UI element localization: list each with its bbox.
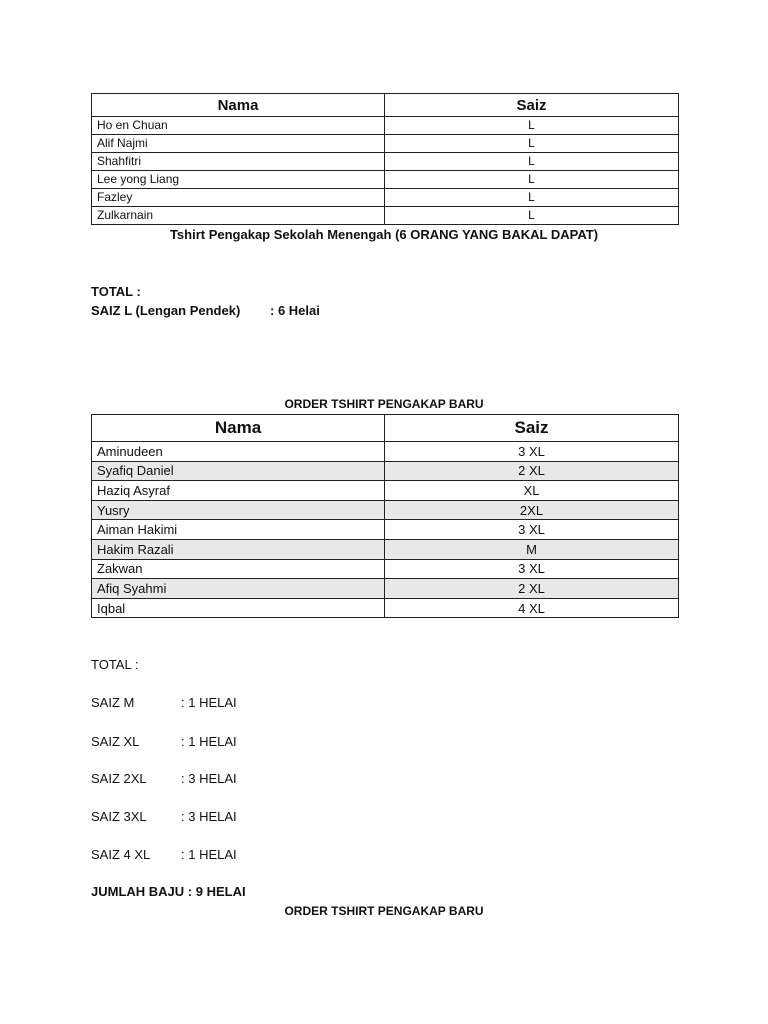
row-size: 3 XL — [385, 559, 679, 579]
row-size: M — [385, 539, 679, 559]
footer-title: ORDER TSHIRT PENGAKAP BARU — [284, 904, 484, 918]
table-row — [92, 171, 679, 189]
grand-total: JUMLAH BAJU : 9 HELAI — [91, 884, 246, 899]
row-size: 4 XL — [385, 598, 679, 618]
shirt-table-2 — [91, 414, 679, 618]
total-size-label: SAIZ 3XL — [91, 809, 147, 824]
row-name: Fazley — [92, 189, 385, 207]
row-name: Haziq Asyraf — [92, 481, 385, 501]
total-1-size-value: : 6 Helai — [270, 303, 320, 318]
row-size: 3 XL — [385, 520, 679, 540]
column-header-size: Saiz — [385, 94, 679, 117]
column-header-name: Nama — [92, 94, 385, 117]
table-row — [92, 579, 679, 599]
table-row — [92, 442, 679, 462]
table-row — [92, 500, 679, 520]
total-size-label: SAIZ 4 XL — [91, 847, 151, 862]
table-header-row — [92, 94, 679, 117]
row-size: 2 XL — [385, 579, 679, 599]
row-size: 2XL — [385, 500, 679, 520]
row-size: L — [385, 117, 679, 135]
row-name: Aminudeen — [92, 442, 385, 462]
table-row — [92, 461, 679, 481]
total-2-label: TOTAL : — [91, 657, 139, 672]
total-size-count: : 1 HELAI — [181, 734, 237, 749]
total-1-label: TOTAL : — [91, 284, 141, 299]
row-name: Shahfitri — [92, 153, 385, 171]
row-size: L — [385, 189, 679, 207]
row-name: Zulkarnain — [92, 207, 385, 225]
table-row — [92, 559, 679, 579]
table-1-caption: Tshirt Pengakap Sekolah Menengah (6 ORANG YANG BAKAL DAPAT) — [169, 227, 599, 242]
total-1-size-label: SAIZ L (Lengan Pendek) — [91, 303, 241, 318]
row-name: Alif Najmi — [92, 135, 385, 153]
total-size-label: SAIZ XL — [91, 734, 140, 749]
table-row — [92, 135, 679, 153]
table-row — [92, 189, 679, 207]
row-size: L — [385, 153, 679, 171]
row-size: 2 XL — [385, 461, 679, 481]
row-size: L — [385, 207, 679, 225]
total-size-label: SAIZ M — [91, 695, 135, 710]
total-size-count: : 1 HELAI — [181, 695, 237, 710]
table-header-row — [92, 415, 679, 442]
table-row — [92, 539, 679, 559]
table-row — [92, 481, 679, 501]
column-header-name: Nama — [92, 415, 385, 442]
total-size-count: : 1 HELAI — [181, 847, 237, 862]
row-name: Lee yong Liang — [92, 171, 385, 189]
table-row — [92, 207, 679, 225]
row-name: Zakwan — [92, 559, 385, 579]
shirt-table-1 — [91, 93, 679, 225]
table-row — [92, 117, 679, 135]
row-name: Afiq Syahmi — [92, 579, 385, 599]
row-name: Iqbal — [92, 598, 385, 618]
row-name: Hakim Razali — [92, 539, 385, 559]
row-name: Ho en Chuan — [92, 117, 385, 135]
total-size-label: SAIZ 2XL — [91, 771, 147, 786]
column-header-size: Saiz — [385, 415, 679, 442]
total-size-count: : 3 HELAI — [181, 771, 237, 786]
table-row — [92, 153, 679, 171]
row-size: L — [385, 135, 679, 153]
table-2-title: ORDER TSHIRT PENGAKAP BARU — [284, 397, 484, 411]
total-size-count: : 3 HELAI — [181, 809, 237, 824]
row-name: Yusry — [92, 500, 385, 520]
row-size: 3 XL — [385, 442, 679, 462]
row-size: XL — [385, 481, 679, 501]
table-row — [92, 598, 679, 618]
table-row — [92, 520, 679, 540]
row-name: Aiman Hakimi — [92, 520, 385, 540]
row-name: Syafiq Daniel — [92, 461, 385, 481]
row-size: L — [385, 171, 679, 189]
